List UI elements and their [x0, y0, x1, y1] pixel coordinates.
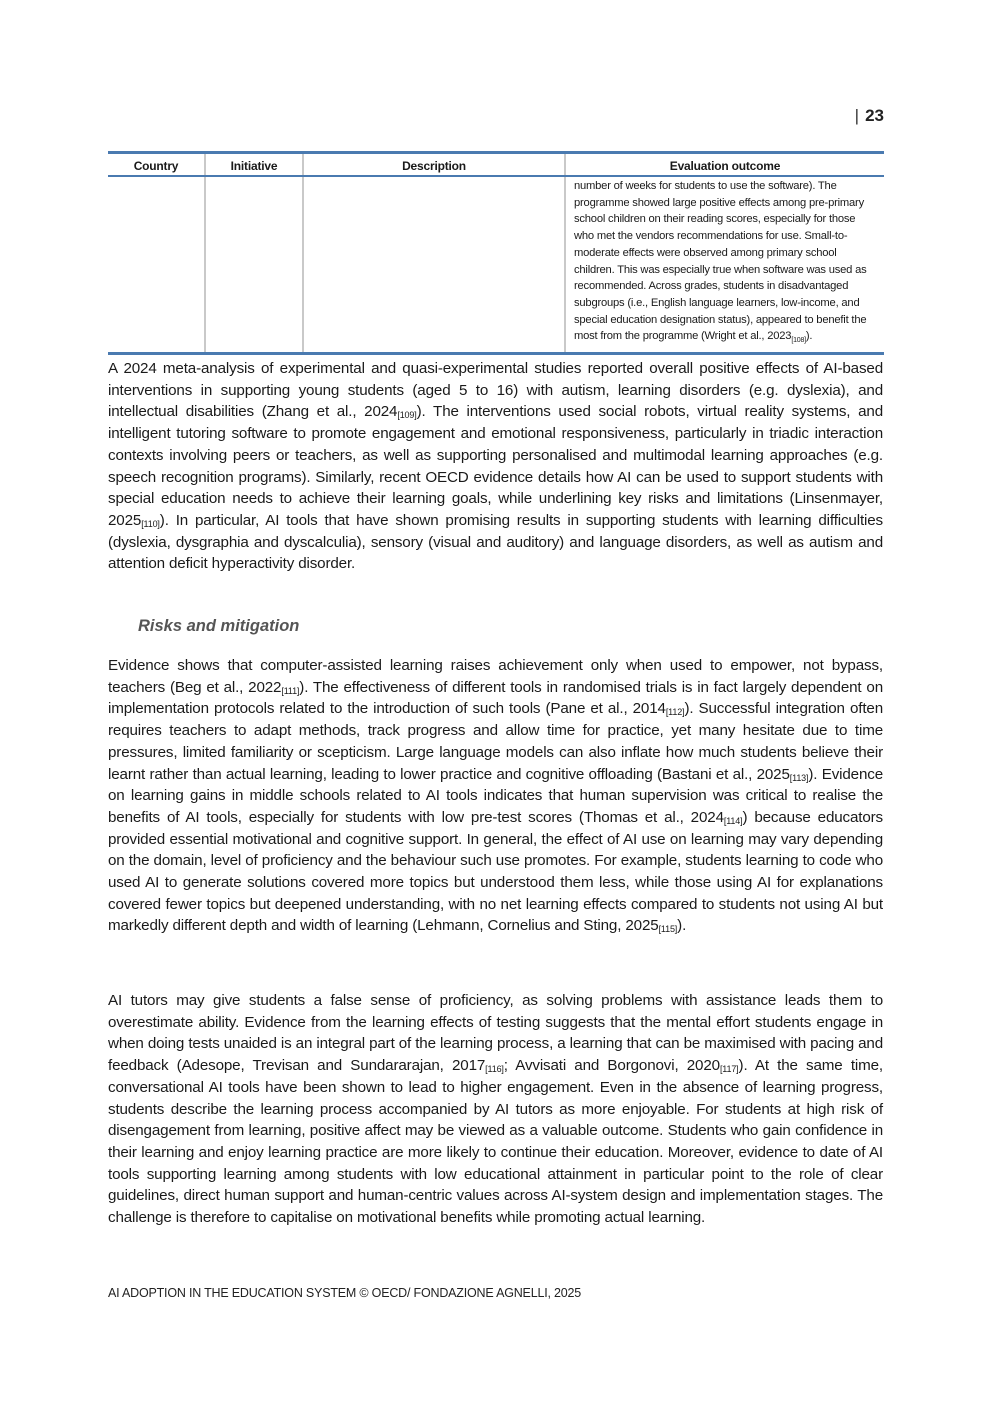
citation-ref: [109] [397, 410, 417, 421]
evaluation-text-end: ). [805, 330, 813, 343]
section-heading: Risks and mitigation [138, 617, 300, 635]
column-header-evaluation-outcome: Evaluation outcome [565, 153, 884, 177]
text-segment: A 2024 meta-analysis of experimental and quasi-experimental studies reported overall positive effects of AI-based interventions in supporting young students (aged 5 to 16) with autism, learning disorders (e.g. dyslexia), and intellectual disabilities (Zhang et al., 2024 [108, 360, 883, 421]
evaluation-text: number of weeks for students to use the software). The programme showed large positive effects among pre-primary school children on their reading scores, especially for those who met the vendors recommendations for use. Small-to-moderate effects were observed among primary school children. This was especially true when software was used as recommended. Across grades, students in disadvantaged subgroups (i.e., English language learners, low-income, and special education designation status), appeared to benefit the most from the programme (Wright et al., 2023 [574, 180, 867, 343]
text-segment: AI tutors may give students a false sense of proficiency, as solving problems with assistance leads them to overestimate ability. Evidence from the learning effects of testing suggests that the mental effort students engage in when doing tests unaided is an integral part of the learning process, a learning that can be maximised with pacing and feedback (Adesope, Trevisan and Sundararajan, 2017 [108, 992, 883, 1075]
text-segment: ). Evidence on learning gains in middle schools related to AI tools indicates that human supervision was critical to realise the benefits of AI tools, especially for students with low pre-test scores (Thomas et al., 2024 [108, 765, 883, 826]
text-segment: ). [677, 917, 687, 935]
paragraph-evidence [108, 655, 883, 937]
column-header-description: Description [303, 153, 565, 177]
citation-ref: [113] [789, 772, 809, 783]
page-footer: AI ADOPTION IN THE EDUCATION SYSTEM © OECD/ FONDAZIONE AGNELLI, 2025 [108, 1286, 582, 1300]
paragraph-ai-tutors [108, 990, 883, 1229]
citation-ref: [111] [281, 685, 300, 696]
paragraph-special-needs [108, 358, 883, 575]
text-segment: ). The interventions used social robots, virtual reality systems, and intelligent tutoring software to promote engagement and emotional responsiveness, particularly in triadic interaction contexts involving peers or teachers, as well as supporting personalised and multimodal learning approaches (e.g. speech recognition programs). Similarly, recent OECD evidence details how AI can be used to support students with special education needs to achieve their learning goals, while underlining key risks and limitations (Linsenmayer, 2025 [108, 403, 883, 529]
evaluation-table [108, 151, 884, 355]
text-segment: ). In particular, AI tools that have shown promising results in supporting students with learning difficulties (dyslexia, dysgraphia and dyscalculia), sensory (visual and auditory) and language disorders, as well as autism and attention deficit hyperactivity disorder. [108, 511, 883, 573]
page-number-value: 23 [865, 106, 884, 125]
text-segment: ) because educators provided essential motivational and cognitive support. In general, the effect of AI use on learning may vary depending on the domain, level of proficiency and the behaviour such use promotes. For example, students learning to code who used AI to generate solutions covered more topics but understood them less, while those using AI for explanations covered fewer topics but deepened understanding, with no net learning effects compared to students not using AI but markedly different depth and width of learning (Lehmann, Cornelius and Sting, 2025 [108, 808, 884, 935]
text-segment: ). Successful integration often requires teachers to adapt methods, track progress and allow time for practice, yet many hesitate due to time pressures, limited familiarity or scepticism. Large language models can also inflate how much students believe their learnt rather than actual learning, leading to lower practice and cognitive offloading (Bastani et al., 2025 [108, 700, 883, 783]
table-header-row [108, 153, 884, 177]
citation-ref: [108] [791, 337, 806, 345]
cell-initiative [205, 176, 303, 354]
cell-description [303, 176, 565, 354]
text-segment: ; Avvisati and Borgonovi, 2020 [503, 1057, 720, 1075]
text-segment: Evidence shows that computer-assisted learning raises achievement only when used to empower, not bypass, teachers (Beg et al., 2022 [108, 657, 883, 696]
citation-ref: [114] [723, 815, 743, 826]
text-segment: ). At the same time, conversational AI tools have been shown to lead to higher engagement. Even in the absence of learning progress, students describe the learning process accompanied by AI tutors as more enjoyable. For students at high risk of disengagement from learning, positive affect may be viewed as a valuable outcome. Students who gain confidence in their learning and enjoy learning practice are more likely to continue their education. Moreover, evidence to date of AI tools supporting learning among students with low educational attainment in particular point to the role of clear guidelines, direct human support and human-centric values across AI-system design and implementation stages. The challenge is therefore to capitalise on motivational benefits while promoting actual learning. [108, 1057, 883, 1227]
cell-country [108, 176, 205, 354]
cell-evaluation-outcome [565, 176, 884, 354]
citation-ref: [115] [658, 924, 678, 935]
table-row [108, 176, 884, 354]
column-header-initiative: Initiative [205, 153, 303, 177]
page-number-divider: | [854, 106, 860, 125]
page-number [855, 106, 884, 126]
column-header-country: Country [108, 153, 205, 177]
citation-ref: [112] [665, 707, 685, 718]
citation-ref: [116] [485, 1064, 504, 1075]
text-segment: ). The effectiveness of different tools in randomised trials is in fact largely dependent on implementation protocols related to the introduction of such tools (Pane et al., 2014 [108, 678, 883, 718]
citation-ref: [110] [141, 518, 160, 529]
citation-ref: [117] [719, 1064, 739, 1075]
